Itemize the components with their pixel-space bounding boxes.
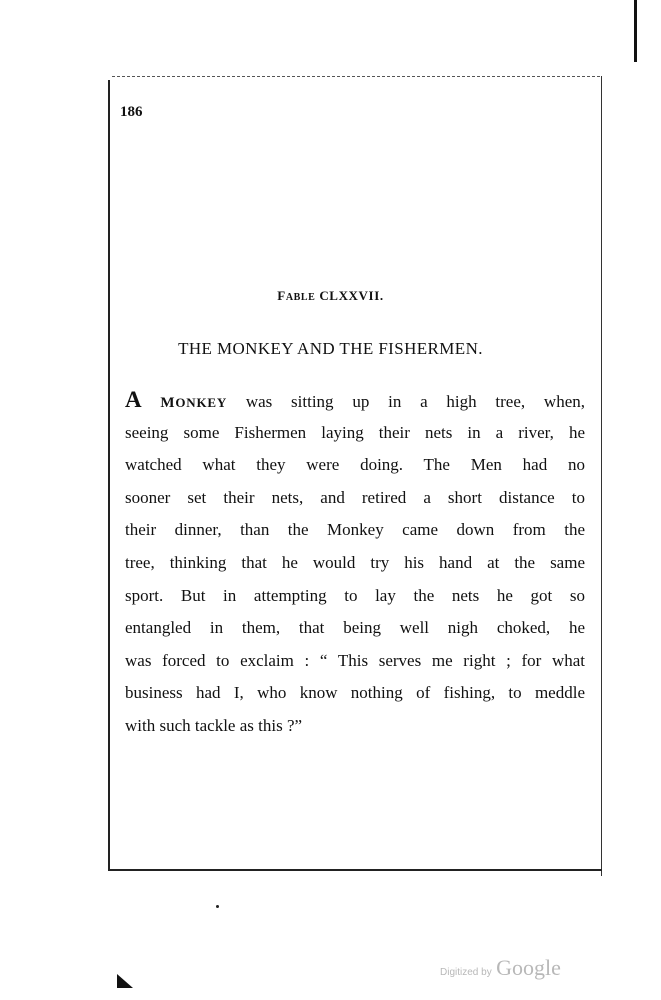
fable-line: was forced to exclaim : “ This serves me right ; for what [125, 650, 585, 670]
page-frame-top [112, 76, 600, 77]
fable-line: seeing some Fishermen laying their nets in a river, he [125, 422, 585, 442]
fable-label-initial: F [277, 288, 286, 303]
fable-line: watched what they were doing. The Men had no [125, 455, 585, 475]
fable-line: sooner set their nets, and retired a short distance to [125, 487, 585, 507]
page-frame-left [108, 80, 110, 870]
scan-dot-mark [216, 905, 219, 908]
page-number: 186 [120, 104, 143, 120]
page-frame-bottom [108, 869, 602, 871]
fable-line: tree, thinking that he would try his hand at the same [125, 552, 585, 572]
fable-body [125, 384, 585, 743]
scan-corner-mark [117, 974, 133, 988]
fable-line: their dinner, than the Monkey came down from the [125, 520, 585, 540]
fable-line: entangled in them, that being well nigh choked, he [125, 618, 585, 638]
first-word: MONKEY [160, 395, 228, 411]
fable-line: business had I, who know nothing of fishing, to meddle [125, 683, 585, 703]
fable-line: with such tackle as this ?” [125, 715, 303, 735]
fable-line: A MONKEY was sitting up in a high tree, when, [125, 387, 585, 412]
drop-cap: A [125, 387, 142, 412]
watermark-brand: Google [496, 955, 561, 980]
fable-line: sport. But in attempting to lay the nets he got so [125, 585, 585, 605]
scan-margin-mark [634, 0, 637, 62]
fable-number: CLXXVII. [319, 288, 384, 303]
digitized-watermark [440, 955, 561, 981]
page-frame-right [601, 76, 602, 876]
fable-title: THE MONKEY AND THE FISHERMEN. [178, 339, 483, 358]
fable-label [0, 288, 661, 304]
watermark-prefix: Digitized by [440, 967, 492, 978]
fable-label-small: ABLE [285, 292, 316, 303]
